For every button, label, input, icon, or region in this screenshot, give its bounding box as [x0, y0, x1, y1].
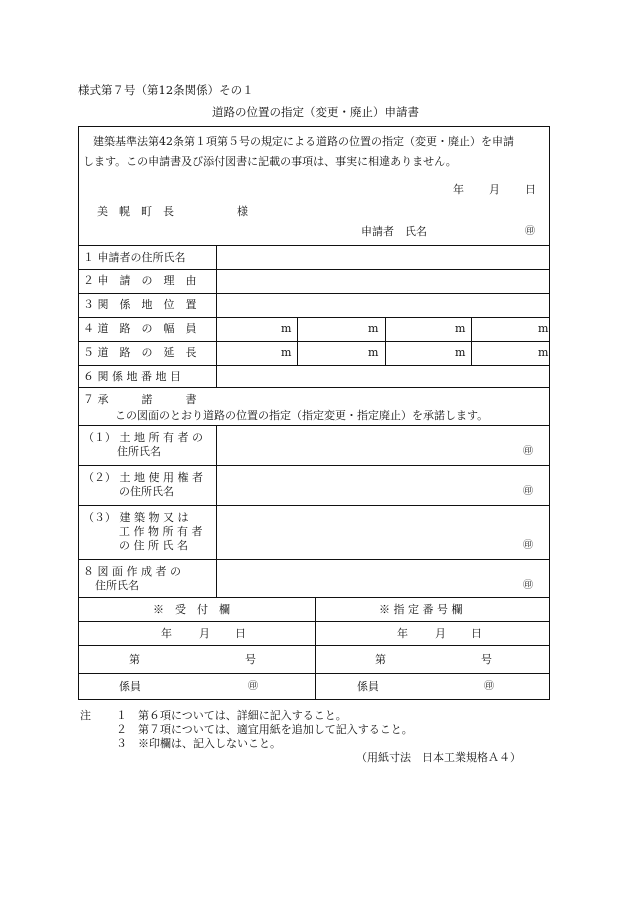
- row-road-length: ５ 道 路 の 延 長: [83, 346, 197, 359]
- designation-staff-seal: ㊞: [484, 681, 494, 692]
- designation-go: 号: [481, 653, 492, 666]
- row-applicant-address: １ 申請者の住所氏名: [83, 251, 186, 264]
- width-unit-3: m: [455, 322, 466, 335]
- reception-year: 年: [161, 627, 172, 640]
- reception-month: 月: [199, 627, 210, 640]
- note-2-number: ２: [116, 723, 127, 736]
- applicant-seal: ㊞: [525, 226, 535, 237]
- designation-month: 月: [435, 627, 446, 640]
- date-year: 年: [453, 183, 464, 196]
- landowner-seal: ㊞: [523, 446, 533, 457]
- designation-year: 年: [397, 627, 408, 640]
- form-number-label: 様式第７号（第12条関係）その１: [78, 83, 254, 97]
- reception-day: 日: [235, 627, 246, 640]
- land-user-label-2: の住所氏名: [119, 485, 174, 498]
- declaration-line-2: します。この申請書及び添付図書に記載の事項は、事実に相違ありません。: [83, 155, 457, 168]
- designation-title: ※ 指 定 番 号 欄: [379, 603, 463, 616]
- applicant-name-label: 申請者 氏名: [361, 225, 427, 238]
- reception-staff-seal: ㊞: [248, 681, 258, 692]
- reception-go: 号: [245, 653, 256, 666]
- paper-size-note: （用紙寸法 日本工業規格Ａ４）: [356, 751, 521, 764]
- declaration-line-1: 建築基準法第42条第１項第５号の規定による道路の位置の指定（変更・廃止）を申請: [93, 135, 514, 148]
- width-unit-4: m: [538, 322, 549, 335]
- addressee-honorific: 様: [237, 205, 248, 218]
- row-lot-number: ６ 関 係 地 番 地 目: [83, 370, 181, 383]
- consent-sentence: この図面のとおり道路の位置の指定（指定変更・指定廃止）を承諾します。: [115, 409, 489, 422]
- building-owner-label-3: の 住 所 氏 名: [119, 539, 188, 552]
- building-owner-seal: ㊞: [523, 540, 533, 551]
- row-reason: ２ 申 請 の 理 由: [83, 274, 197, 287]
- drafter-seal: ㊞: [523, 580, 533, 591]
- land-user-seal: ㊞: [523, 486, 533, 497]
- building-owner-label-1: （３） 建 築 物 又 は: [83, 511, 189, 524]
- note-3: ※印欄は、記入しないこと。: [138, 737, 281, 750]
- note-2: 第７項については、適宜用紙を追加して記入すること。: [138, 723, 413, 736]
- row-location: ３ 関 係 地 位 置: [83, 298, 197, 311]
- length-unit-2: m: [368, 346, 379, 359]
- land-user-label-1: （２） 土 地 使 用 権 者: [83, 471, 203, 484]
- width-unit-2: m: [368, 322, 379, 335]
- reception-staff: 係員: [119, 680, 141, 693]
- building-owner-label-2: 工 作 物 所 有 者: [119, 525, 203, 538]
- form-title: 道路の位置の指定（変更・廃止）申請書: [212, 105, 419, 119]
- designation-day: 日: [471, 627, 482, 640]
- landowner-label-2: 住所氏名: [117, 445, 161, 458]
- row-road-width: ４ 道 路 の 幅 員: [83, 322, 197, 335]
- notes-label: 注: [80, 709, 91, 722]
- note-1-number: １: [116, 709, 127, 722]
- width-unit-1: m: [281, 322, 292, 335]
- note-3-number: ３: [116, 737, 127, 750]
- reception-dai: 第: [129, 653, 140, 666]
- designation-dai: 第: [375, 653, 386, 666]
- addressee-mayor: 美 幌 町 長: [97, 205, 174, 218]
- date-day: 日: [525, 183, 536, 196]
- length-unit-1: m: [281, 346, 292, 359]
- date-month: 月: [489, 183, 500, 196]
- note-1: 第６項については、詳細に記入すること。: [138, 709, 347, 722]
- length-unit-4: m: [538, 346, 549, 359]
- drafter-label-2: 住所氏名: [95, 579, 139, 592]
- designation-staff: 係員: [357, 680, 379, 693]
- landowner-label-1: （１） 土 地 所 有 者 の: [83, 431, 203, 444]
- reception-title: ※ 受 付 欄: [153, 603, 230, 616]
- application-form-table: [78, 126, 550, 700]
- consent-title: ７ 承 諾 書: [83, 393, 197, 406]
- drafter-label-1: ８ 図 面 作 成 者 の: [83, 565, 181, 578]
- length-unit-3: m: [455, 346, 466, 359]
